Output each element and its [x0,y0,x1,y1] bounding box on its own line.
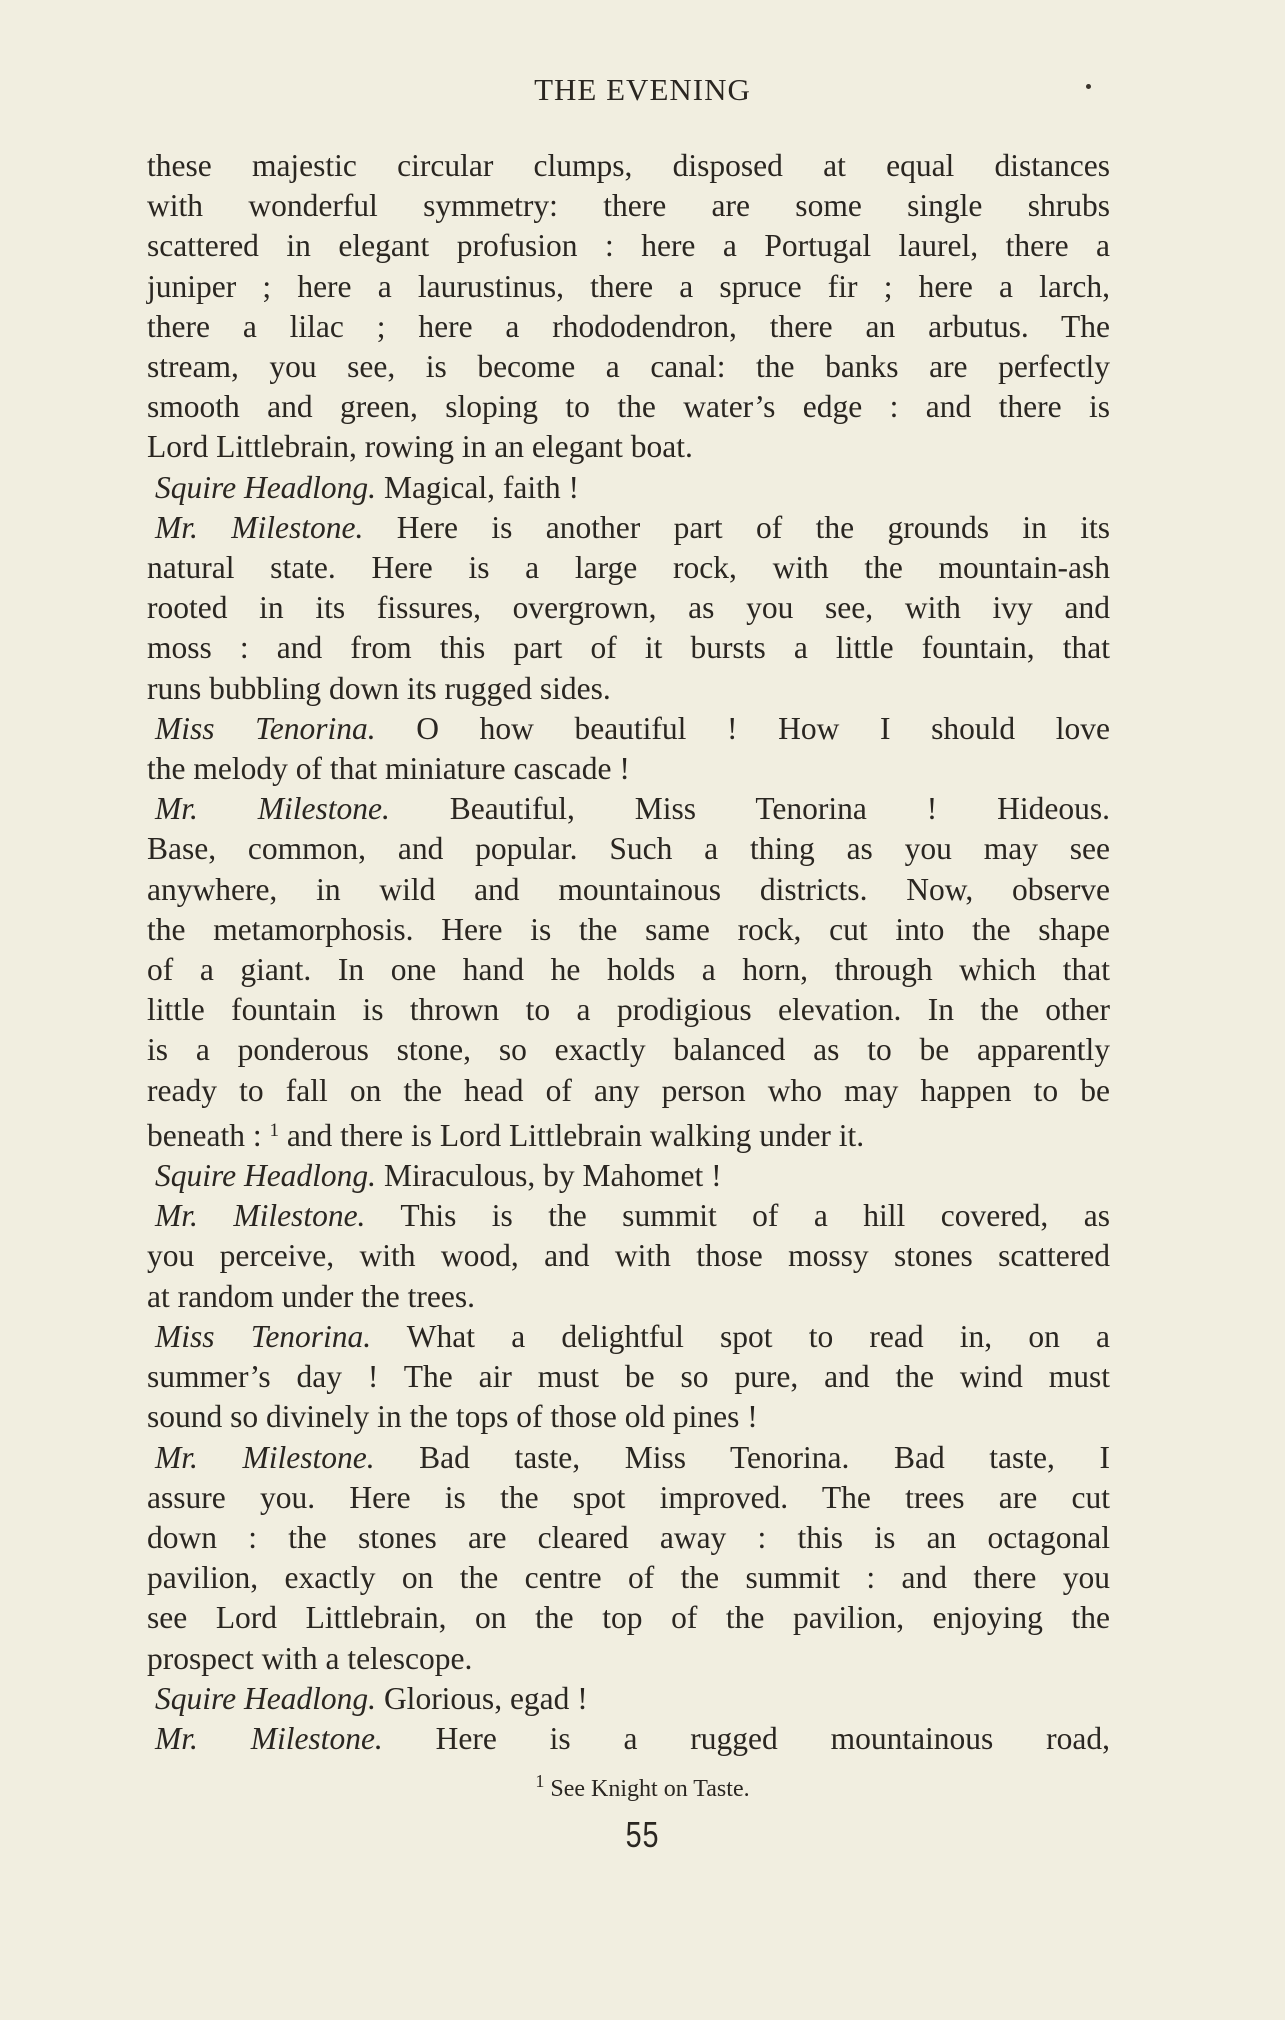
line-text: natural state. Here is a large rock, with the mountain-ash [147,550,1110,586]
text-line [147,1357,1110,1397]
footnote-text: See Knight on Taste. [544,1776,750,1802]
text-line [147,1030,1110,1070]
text-line [147,347,1110,387]
speech-line [147,508,1110,548]
line-text: moss : and from this part of it bursts a little fountain, that [147,630,1110,666]
speech-line [147,789,1110,829]
text-line [147,950,1110,990]
text-line [147,548,1110,588]
line-text: of a giant. In one hand he holds a horn, through which that [147,952,1110,988]
text-line [147,990,1110,1030]
speech-line [147,1196,1110,1236]
speaker-name: Mr. Milestone. [155,1720,383,1756]
line-text: assure you. Here is the spot improved. The trees are cut [147,1479,1110,1515]
text-line [147,387,1110,427]
line-text: Here is another part of the grounds in its [363,509,1110,545]
footnote [0,1771,1285,1803]
line-text: Here is a rugged mountainous road, [382,1720,1110,1756]
line-text: anywhere, in wild and mountainous districts. Now, observe [147,871,1110,907]
speaker-name: Mr. Milestone. [155,1439,375,1475]
line-text: O how beautiful ! How I should love [375,710,1110,746]
speaker-name: Miss Tenorina. [155,1318,372,1354]
speaker-name: Squire Headlong. [155,469,377,505]
text-line [147,870,1110,910]
line-text: What a delightful spot to read in, on a [371,1318,1110,1354]
line-text: pavilion, exactly on the centre of the summit : and there you [147,1560,1110,1596]
line-text: smooth and green, sloping to the water’s edge : and there is [147,389,1110,425]
ink-speck [1086,84,1091,89]
speech-line [147,1719,1110,1759]
running-head: THE EVENING [534,72,751,107]
line-text: the metamorphosis. Here is the same rock, cut into the shape [147,911,1110,947]
speech-line [147,468,1110,508]
text-line [147,829,1110,869]
footnote-reference: 1 [269,1119,279,1141]
line-text: little fountain is thrown to a prodigious elevation. In the other [147,992,1110,1028]
text-line [147,146,1110,186]
line-text: prospect with a telescope. [147,1640,473,1676]
text-line [147,1071,1110,1111]
text-line [147,427,1110,467]
line-text: Bad taste, Miss Tenorina. Bad taste, I [374,1439,1110,1475]
line-text: the melody of that miniature cascade ! [147,751,630,787]
text-line [147,628,1110,668]
text-line [147,1478,1110,1518]
speaker-name: Squire Headlong. [155,1680,377,1716]
line-text: beneath : [147,1117,270,1153]
text-line [147,1236,1110,1276]
line-text: there a lilac ; here a rhododendron, there an arbutus. The [147,308,1110,344]
text-line [147,1111,1110,1156]
text-line [147,307,1110,347]
text-line [147,588,1110,628]
line-text: Beautiful, Miss Tenorina ! Hideous. [389,791,1110,827]
text-line [147,226,1110,266]
speaker-name: Mr. Milestone. [155,791,390,827]
text-line [147,1598,1110,1638]
footnote-marker: 1 [535,1771,545,1791]
line-text: Magical, faith ! [376,469,579,505]
line-text: stream, you see, is become a canal: the banks are perfectly [147,349,1110,385]
speaker-name: Miss Tenorina. [155,710,376,746]
line-text: juniper ; here a laurustinus, there a spruce fir ; here a larch, [147,268,1110,304]
body-text [147,146,1110,1759]
line-text: sound so divinely in the tops of those old pines ! [147,1399,758,1435]
line-text: rooted in its fissures, overgrown, as you see, with ivy and [147,590,1110,626]
speaker-name: Mr. Milestone. [155,509,364,545]
line-text: and there is Lord Littlebrain walking under it. [278,1117,865,1153]
text-line [147,1518,1110,1558]
page-number: 55 [625,1814,660,1855]
text-line [147,1397,1110,1437]
line-text: you perceive, with wood, and with those mossy stones scattered [147,1238,1110,1274]
speech-line [147,1317,1110,1357]
speaker-name: Squire Headlong. [155,1158,377,1194]
line-text: Lord Littlebrain, rowing in an elegant boat. [147,429,693,465]
line-text: runs bubbling down its rugged sides. [147,670,611,706]
line-text: Base, common, and popular. Such a thing as you may see [147,831,1110,867]
line-text: scattered in elegant profusion : here a Portugal laurel, there a [147,228,1110,264]
line-text: This is the summit of a hill covered, as [365,1198,1110,1234]
text-line [147,186,1110,226]
line-text: with wonderful symmetry: there are some single shrubs [147,188,1110,224]
line-text: ready to fall on the head of any person who may happen to be [147,1072,1110,1108]
speech-line [147,709,1110,749]
text-line [147,1558,1110,1598]
line-text: is a ponderous stone, so exactly balanced as to be apparently [147,1032,1110,1068]
speaker-name: Mr. Milestone. [155,1198,366,1234]
text-line [147,749,1110,789]
line-text: Glorious, egad ! [376,1680,588,1716]
text-line [147,1277,1110,1317]
line-text: see Lord Littlebrain, on the top of the pavilion, enjoying the [147,1600,1110,1636]
line-text: Miraculous, by Mahomet ! [376,1158,722,1194]
line-text: summer’s day ! The air must be so pure, and the wind must [147,1359,1110,1395]
text-line [147,910,1110,950]
speech-line [147,1156,1110,1196]
speech-line [147,1679,1110,1719]
line-text: these majestic circular clumps, disposed at equal distances [147,148,1110,183]
text-line [147,267,1110,307]
text-line [147,669,1110,709]
line-text: at random under the trees. [147,1278,475,1314]
speech-line [147,1438,1110,1478]
text-line [147,1639,1110,1679]
line-text: down : the stones are cleared away : this is an octagonal [147,1519,1110,1555]
